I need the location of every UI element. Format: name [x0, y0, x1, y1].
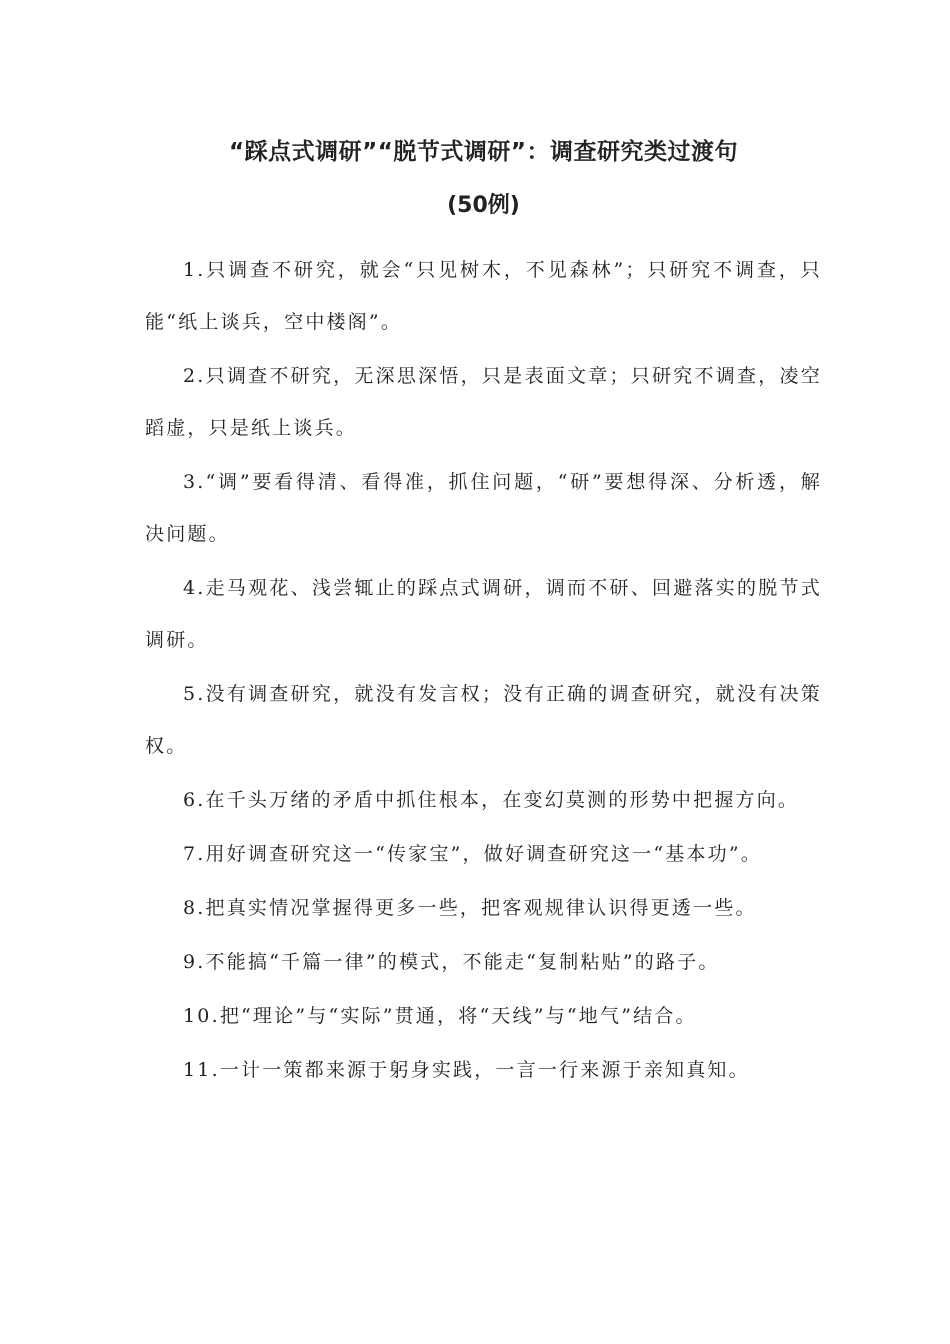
- list-item: 6.在千头万绪的矛盾中抓住根本，在变幻莫测的形势中把握方向。: [183, 789, 800, 811]
- document-title: “踩点式调研”“脱节式调研”：调查研究类过渡句: [229, 139, 738, 165]
- list-item: 11.一计一策都来源于躬身实践，一言一行来源于亲知真知。: [183, 1059, 750, 1081]
- list-item: 5.没有调查研究，就没有发言权；没有正确的调查研究，就没有决策权。: [145, 683, 822, 757]
- list-item: 3.“调”要看得清、看得准，抓住问题，“研”要想得深、分析透，解决问题。: [145, 471, 822, 545]
- list-item: 4.走马观花、浅尝辄止的踩点式调研，调而不研、回避落实的脱节式调研。: [145, 577, 822, 651]
- sentence-list: [145, 244, 822, 1096]
- list-item: 8.把真实情况掌握得更多一些，把客观规律认识得更透一些。: [183, 897, 757, 919]
- list-item: 10.把“理论”与“实际”贯通，将“天线”与“地气”结合。: [183, 1005, 697, 1027]
- list-item: 1.只调查不研究，就会“只见树木，不见森林”；只研究不调查，只能“纸上谈兵，空中楼阁”。: [145, 259, 822, 333]
- document-subtitle: (50例): [447, 193, 520, 218]
- list-item: 7.用好调查研究这一“传家宝”，做好调查研究这一“基本功”。: [183, 843, 762, 865]
- list-item: 2.只调查不研究，无深思深悟，只是表面文章；只研究不调查，凌空蹈虚，只是纸上谈兵。: [145, 365, 822, 439]
- list-item: 9.不能搞“千篇一律”的模式，不能走“复制粘贴”的路子。: [183, 951, 720, 973]
